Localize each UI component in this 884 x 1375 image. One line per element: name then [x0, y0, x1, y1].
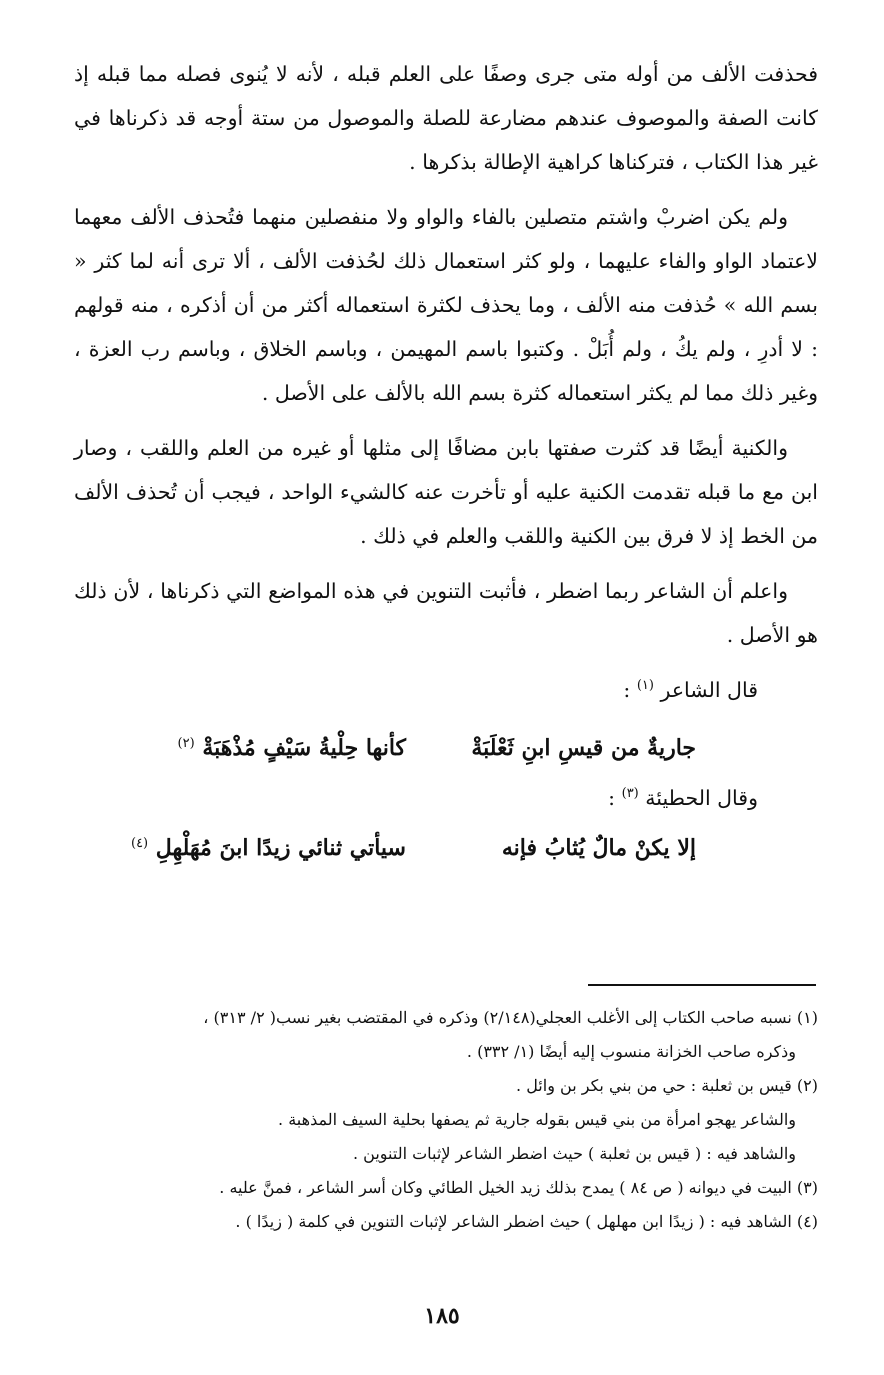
- poem-intro: [74, 776, 818, 820]
- paragraph: والكنية أيضًا قد كثرت صفتها بابن مضافًا إلى مثلها أو غيره من العلم واللقب ، وصار ابن مع ما قبله تقدمت الكنية عليه أو تأخرت عنه كالشيء الواحد ، فيجب أن تُحذف الألف من الخط إذ لا فرق بين الكنية واللقب والعلم في ذلك .: [74, 436, 818, 548]
- poem-intro: [74, 668, 818, 712]
- paragraph: واعلم أن الشاعر ربما اضطر ، فأثبت التنوين في هذه المواضع التي ذكرناها ، لأن ذلك هو الأصل .: [74, 579, 818, 647]
- poem-verse: [74, 820, 818, 876]
- footnote-ref: (١): [636, 678, 654, 693]
- page-number: ١٨٥: [424, 1303, 460, 1329]
- verse-second-hemistich: [178, 720, 406, 776]
- verse-second-hemistich: [131, 820, 406, 876]
- poem-intro-text: وقال الحطيئة: [645, 786, 758, 810]
- footnote-separator: [588, 984, 816, 986]
- paragraph: ولم يكن اضربْ واشتم متصلين بالفاء والواو ولا منفصلين منهما فتُحذف الألف معهما لاعتماد الواو والفاء عليهما ، ولو كثر استعمال ذلك لحُذفت الألف ، ألا ترى أنه لما كثر « بسم الله » حُذفت منه الألف ، وما يحذف لكثرة استعماله أكثر من أن أذكره ، منه قولهم : لا أدرِ ، ولم يكُ ، ولم أُبَلْ . وكتبوا باسم المهيمن ، وباسم الخلاق ، وباسم رب العزة ، وغير ذلك مما لم يكثر استعماله كثرة بسم الله بالألف على الأصل .: [74, 205, 818, 405]
- footnote: (١) نسبه صاحب الكتاب إلى الأغلب العجلي(٢/١٤٨) وذكره في المقتضب بغير نسب( ٢/ ٣١٣) ،: [203, 1008, 818, 1027]
- footnote-continuation: والشاهد فيه : ( قيس بن ثعلبة ) حيث اضطر الشاعر لإثبات التنوين .: [352, 1144, 796, 1163]
- poem-intro-colon: :: [623, 678, 631, 702]
- main-text: [74, 52, 818, 876]
- footnote-continuation: وذكره صاحب الخزانة منسوب إليه أيضًا (١/ ٣٣٢) .: [466, 1042, 796, 1061]
- footnote: (٣) البيت في ديوانه ( ص ٨٤ ) يمدح بذلك زيد الخيل الطائي وكان أسر الشاعر ، فمنَّ عليه .: [219, 1178, 818, 1197]
- footnote-ref: (٤): [130, 836, 149, 851]
- footnotes: [74, 1003, 818, 1241]
- footnote: (٤) الشاهد فيه : ( زيدًا ابن مهلهل ) حيث اضطر الشاعر لإثبات التنوين في كلمة ( زيدًا ) .: [235, 1212, 818, 1231]
- footnote-ref: (٣): [621, 786, 639, 801]
- footnote-continuation: والشاعر يهجو امرأة من بني قيس بقوله جارية ثم يصفها بحلية السيف المذهبة .: [278, 1110, 796, 1129]
- paragraph: فحذفت الألف من أوله متى جرى وصفًا على العلم قبله ، لأنه لا يُنوى فصله مما قبله إذ كانت الصفة والموصوف عندهم مضارعة للصلة والموصول من ستة أوجه قد ذكرناها في غير هذا الكتاب ، فتركناها كراهية الإطالة بذكرها .: [74, 62, 818, 174]
- verse-first-hemistich: جاريةٌ من قيسِ ابنِ ثَعْلَبَةْ: [471, 735, 696, 761]
- poem-intro-colon: :: [608, 786, 616, 810]
- verse-first-hemistich: إلا يكنْ مالٌ يُثابُ فإنه: [501, 835, 696, 861]
- verse-second-text: كأنها حِلْيةُ سَيْفٍ مُذْهَبَةْ: [202, 735, 406, 761]
- footnote-ref: (٢): [177, 736, 195, 751]
- footnote: (٢) قيس بن ثعلبة : حي من بني بكر بن وائل .: [516, 1076, 818, 1095]
- poem-verse: [74, 720, 818, 776]
- poem-intro-text: قال الشاعر: [660, 678, 758, 702]
- verse-second-text: سيأتي ثنائي زيدًا ابنَ مُهَلْهِلِ: [155, 835, 406, 861]
